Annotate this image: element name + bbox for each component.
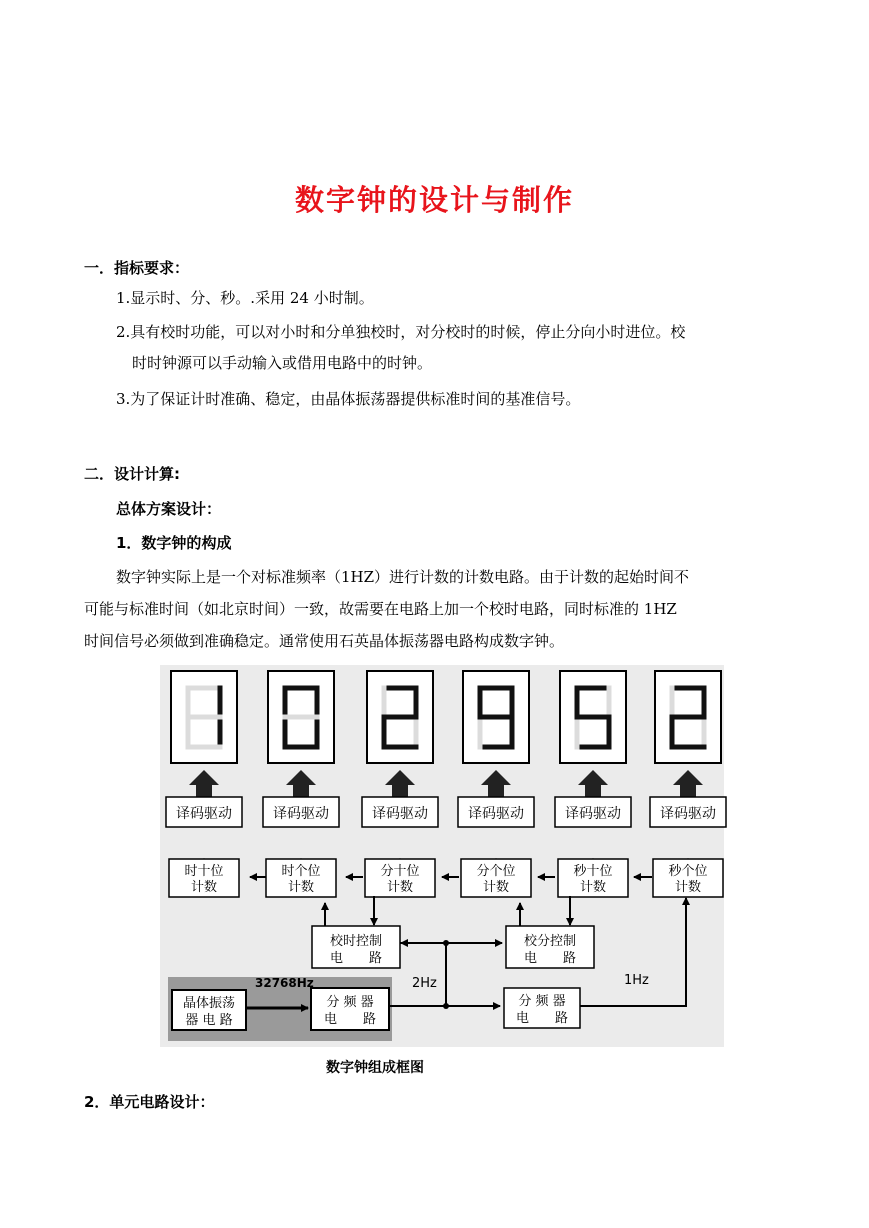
decoder-box-2 [263, 797, 339, 827]
div2-line2: 电 路 [515, 1011, 569, 1026]
decoder-box-5 [555, 797, 631, 827]
paragraph-line-2: 可能与标准时间（如北京时间）一致，故需要在电路上加一个校时电路，同时标准的 1HZ [84, 600, 677, 618]
counter-label-line1: 分十位 [380, 864, 420, 879]
counter-box-6 [653, 859, 723, 897]
subsection-1-heading: 1．数字钟的构成 [116, 534, 232, 552]
counter-label-line1: 秒个位 [668, 864, 708, 879]
digit-display-4 [463, 671, 529, 763]
counter-label-line2: 计数 [674, 880, 702, 895]
hour-ctrl-line2: 电 路 [329, 951, 383, 966]
counter-box-3 [365, 859, 435, 897]
paragraph-line-3: 时间信号必须做到准确稳定。通常使用石英晶体振荡器电路构成数字钟。 [84, 632, 565, 650]
min-ctrl-line1: 校分控制 [523, 934, 577, 949]
item-2: 2.具有校时功能，可以对小时和分单独校时，对分校时的时候，停止分向小时进位。校 [116, 323, 686, 341]
counter-label-line2: 计数 [287, 880, 315, 895]
paragraph-line-1: 数字钟实际上是一个对标准频率（1HZ）进行计数的计数电路。由于计数的起始时间不 [116, 568, 690, 586]
counter-label-line2: 计数 [482, 880, 510, 895]
counter-label-line2: 计数 [579, 880, 607, 895]
decoder-label: 译码驱动 [372, 806, 428, 822]
counter-box-5 [558, 859, 628, 897]
counter-box-1 [169, 859, 239, 897]
counter-label-line1: 分个位 [476, 864, 516, 879]
digit-display-2 [268, 671, 334, 763]
hour-ctrl-box [312, 926, 400, 968]
counter-box-4 [461, 859, 531, 897]
digit-display-3 [367, 671, 433, 763]
min-ctrl-box [506, 926, 594, 968]
divider-box-1 [311, 988, 389, 1030]
digit-display-1 [171, 671, 237, 763]
section2-subheading: 总体方案设计： [116, 500, 222, 518]
hour-ctrl-line1: 校时控制 [329, 934, 383, 949]
digit-display-6 [655, 671, 721, 763]
div1-line1: 分 频 器 [326, 995, 374, 1010]
freq-32768hz-label: 32768Hz [255, 976, 314, 990]
counter-label-line1: 时个位 [281, 864, 321, 879]
freq-2hz-label: 2Hz [412, 976, 437, 991]
div1-line2: 电 路 [323, 1012, 377, 1027]
decoder-label: 译码驱动 [660, 806, 716, 822]
divider-box-2 [504, 988, 580, 1028]
decoder-box-4 [458, 797, 534, 827]
item-3: 3.为了保证计时准确、稳定，由晶体振荡器提供标准时间的基准信号。 [116, 390, 581, 408]
osc-line1: 晶体振荡 [182, 996, 236, 1011]
counter-label-line1: 秒十位 [573, 864, 613, 879]
junction-dot-top [443, 940, 449, 946]
section1-heading: 一．指标要求： [84, 259, 190, 277]
freq-1hz-label: 1Hz [624, 973, 649, 988]
item-1: 1.显示时、分、秒。.采用 24 小时制。 [116, 289, 374, 307]
subsection-2-heading: 2．单元电路设计： [84, 1093, 215, 1111]
div2-line1: 分 频 器 [518, 994, 566, 1009]
decoder-label: 译码驱动 [565, 806, 621, 822]
decoder-label: 译码驱动 [468, 806, 524, 822]
oscillator-box [172, 990, 246, 1030]
decoder-label: 译码驱动 [273, 806, 329, 822]
decoder-box-1 [166, 797, 242, 827]
counter-label-line1: 时十位 [184, 864, 224, 879]
item-2-cont: 时时钟源可以手动输入或借用电路中的时钟。 [132, 354, 433, 372]
section2-heading: 二．设计计算: [84, 465, 180, 483]
decoder-label: 译码驱动 [176, 806, 232, 822]
counter-label-line2: 计数 [386, 880, 414, 895]
osc-line2: 器 电 路 [185, 1013, 233, 1028]
counter-label-line2: 计数 [190, 880, 218, 895]
diagram-caption: 数字钟组成框图 [326, 1060, 424, 1076]
page-title: 数字钟的设计与制作 [294, 183, 574, 217]
decoder-box-3 [362, 797, 438, 827]
digit-display-5 [560, 671, 626, 763]
decoder-box-6 [650, 797, 726, 827]
counter-box-2 [266, 859, 336, 897]
min-ctrl-line2: 电 路 [523, 951, 577, 966]
